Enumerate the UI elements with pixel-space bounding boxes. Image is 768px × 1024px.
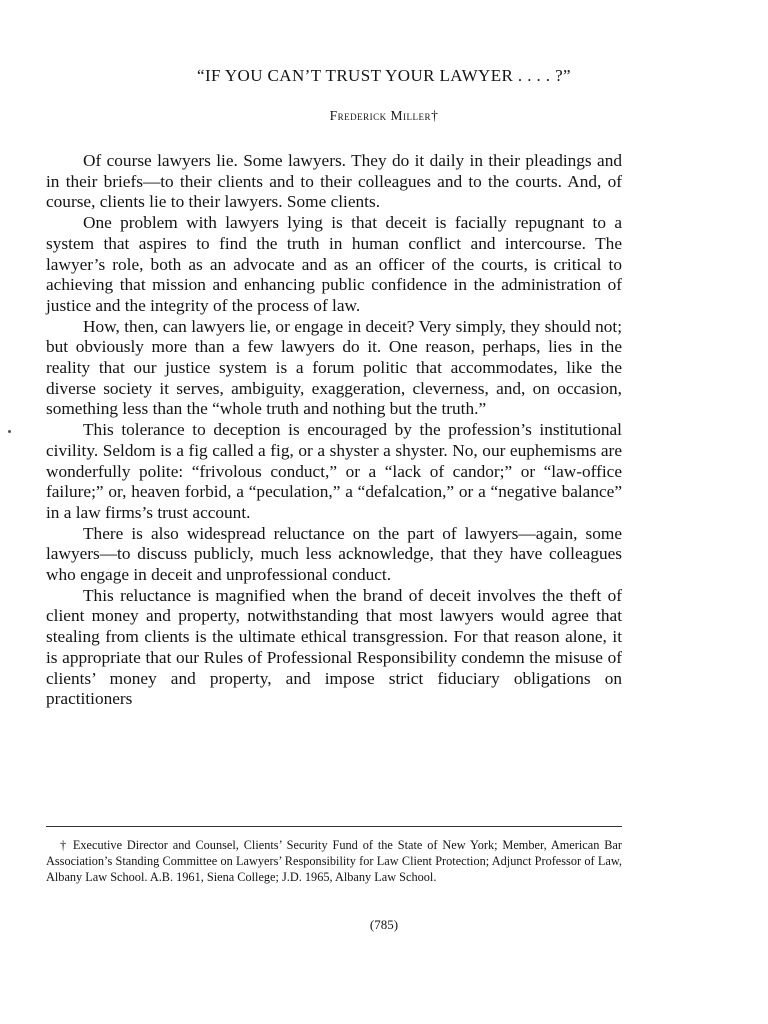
author-line [0, 108, 768, 124]
article-title: “IF YOU CAN’T TRUST YOUR LAWYER . . . . ?” [197, 66, 571, 85]
footnote-divider [46, 826, 622, 827]
body-paragraph: This reluctance is magnified when the brand of deceit involves the theft of client money and property, notwithstanding that most lawyers would agree that stealing from clients is the ultimate ethical transgression. For that reason alone, it is appropriate that our Rules of Professional Responsibility condemn the misuse of clients’ money and property, and impose strict fiduciary obligations on practitioners [46, 585, 622, 709]
author-name: Frederick Miller [329, 108, 432, 123]
page-number: (785) [369, 917, 399, 932]
body-paragraph: There is also widespread reluctance on the part of lawyers—again, some lawyers—to discuss publicly, much less acknowledge, that they have colleagues who engage in deceit and unprofessional conduct. [46, 523, 622, 585]
footnote: † Executive Director and Counsel, Clients’ Security Fund of the State of New York; Member, American Bar Association’s Standing Committee on Lawyers’ Responsibility for Law Client Protection; Adjunct Professor of Law, Albany Law School. A.B. 1961, Siena College; J.D. 1965, Albany Law School. [46, 838, 622, 884]
body-paragraph: Of course lawyers lie. Some lawyers. They do it daily in their pleadings and in their briefs—to their clients and to their colleagues and to the courts. And, of course, clients lie to their lawyers. Some clients. [46, 151, 622, 212]
body-paragraph: This tolerance to deception is encouraged by the profession’s institutional civility. Seldom is a fig called a fig, or a shyster a shyster. No, our euphemisms are wonderfully polite: “frivolous conduct,” or a “lack of candor;” or “law-office failure;” or, heaven forbid, a “peculation,” a “defalcation,” or a “negative balance” in a law firms’s trust account. [46, 420, 622, 522]
author-footnote-mark: † [431, 108, 439, 123]
body-paragraph: One problem with lawyers lying is that deceit is facially repugnant to a system that aspires to find the truth in human conflict and intercourse. The lawyer’s role, both as an advocate and as an officer of the courts, is critical to achieving that mission and enhancing public confidence in the administration of justice and the integrity of the process of law. [46, 213, 622, 315]
article-body [46, 151, 622, 710]
scan-speck [8, 430, 11, 433]
body-paragraph: How, then, can lawyers lie, or engage in deceit? Very simply, they should not; but obviously more than a few lawyers do it. One reason, perhaps, lies in the reality that our justice system is a forum politic that accommodates, like the diverse society it serves, ambiguity, exaggeration, cleverness, and, on occasion, something less than the “whole truth and nothing but the truth.” [46, 316, 622, 419]
